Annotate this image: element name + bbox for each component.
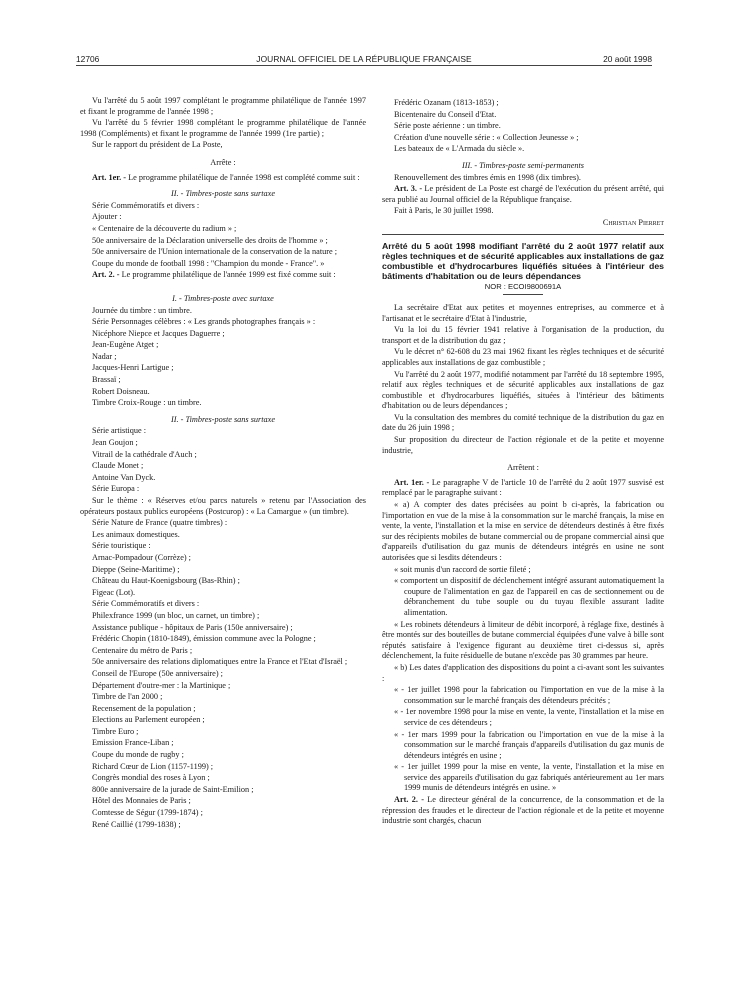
section-heading: III. - Timbres-poste semi-permanents	[461, 160, 585, 170]
list-item: « Centenaire de la découverte du radium » ;	[92, 223, 237, 233]
list-item: Philexfrance 1999 (un bloc, un carnet, un timbre) ;	[92, 610, 260, 620]
list-item: Les bateaux de « L'Armada du siècle ».	[394, 144, 525, 154]
arrete-title: Arrêté du 5 août 1998 modifiant l'arrêté du 2 août 1977 relatif aux règles techniques et de sécurité applicables aux installations de gaz combustible et d'hydrocarbures liquéfiés situées à l'intérieur des bâtiments d'habitation ou de leurs dépendances	[382, 240, 664, 282]
list-item: Timbre de l'an 2000 ;	[92, 692, 163, 702]
list-item: Nicéphore Niepce et Jacques Daguerre ;	[92, 328, 225, 338]
list-item: Jean Goujon ;	[92, 438, 138, 448]
list-item: Série Commémoratifs et divers :	[92, 599, 200, 609]
article-1	[80, 173, 366, 184]
list-item: Figeac (Lot).	[92, 587, 136, 597]
page-header	[76, 52, 652, 66]
list-item: Frédéric Chopin (1810-1849), émission commune avec la Pologne ;	[92, 634, 316, 644]
list-item: Jean-Eugène Atget ;	[92, 340, 159, 350]
bullet-item: « - 1er juillet 1999 pour la mise en vente, la vente, l'installation et la mise en service des appareils d'utilisation du gaz fabriqués antérieurement au 1er mars 1999 munis de détendeurs intégrés en usine. »	[394, 762, 664, 793]
list-item: Emission France-Liban ;	[92, 738, 174, 748]
article-3	[382, 184, 664, 205]
article-text: Le programme philatélique de l'année 1999 est fixé comme suit :	[119, 270, 336, 280]
list-item: Robert Doisneau.	[92, 386, 150, 396]
list-item: Série artistique :	[92, 426, 147, 436]
list-item: Journée du timbre : un timbre.	[92, 305, 192, 315]
list-item: Brassaï ;	[92, 375, 121, 385]
list-item: 50e anniversaire de l'Union internationale de la conservation de la nature ;	[92, 247, 337, 257]
section-heading: II. - Timbres-poste sans surtaxe	[171, 414, 275, 424]
arretent-heading: Arrêtent :	[507, 463, 539, 473]
paragraph-b: « b) Les dates d'application des dispositions du point a ci-avant sont les suivantes :	[382, 662, 664, 683]
bullet-item: « comportent un dispositif de déclenchement intégré assurant automatiquement la coupure de l'alimentation en gaz de l'appareil en cas de sectionnement ou de débranchement du tube souple ou du tuyau flexible assurant ladite alimentation.	[394, 576, 664, 617]
list-item: Coupe du monde de football 1998 : "Champion du monde - France". »	[92, 258, 325, 268]
article-2	[80, 270, 366, 281]
paragraph-a: « a) A compter des dates précisées au point b ci-après, la fabrication ou l'importation en vue de la mise à la consommation sur le marché français, la mise en vente, la vente, l'installation et la mise en service de détendeurs destinés à être fixés sur des récipients mobiles de butane commercial ou de propane commercial ainsi que d'appareils d'utilisation du gaz munis de détendeurs intégrés en usine ne sont autorisées que si lesdits détendeurs :	[382, 500, 664, 562]
list-item: Arnac-Pompadour (Corrèze) ;	[92, 552, 191, 562]
list-item: Hôtel des Monnaies de Paris ;	[92, 796, 191, 806]
left-column	[80, 96, 366, 831]
preamble-paragraph: Vu l'arrêté du 2 août 1977, modifié notamment par l'arrêté du 18 septembre 1995, relatif aux règles techniques et de sécurité applicables aux installations de gaz combustible et d'hydrocarbures liquéfiés, situées à l'intérieur des bâtiments d'habitation ou de leurs dépendances ;	[382, 369, 664, 411]
section-heading: II. - Timbres-poste sans surtaxe	[171, 189, 275, 199]
preamble-paragraph: Vu la consultation des membres du comité technique de la distribution du gaz en date du 26 juin 1998 ;	[382, 412, 664, 433]
list-item: Timbre Croix-Rouge : un timbre.	[92, 398, 202, 408]
list-item: 50e anniversaire de la Déclaration universelle des droits de l'homme » ;	[92, 235, 328, 245]
bullet-item: « - 1er juillet 1998 pour la fabrication ou l'importation en vue de la mise à la consommation sur le marché français des détendeurs précités ;	[394, 685, 664, 705]
article-label: Art. 1er. -	[92, 172, 127, 182]
short-divider	[503, 294, 543, 295]
preamble-paragraph: Sur proposition du directeur de l'action régionale et de la petite et moyenne industrie,	[382, 435, 664, 455]
section-heading: I. - Timbres-poste avec surtaxe	[172, 293, 274, 303]
list-item: Les animaux domestiques.	[92, 529, 180, 539]
list-item: Congrès mondial des roses à Lyon ;	[92, 773, 210, 783]
list-item: 800e anniversaire de la jurade de Saint-Emilion ;	[92, 784, 254, 794]
article-label: Art. 2. -	[92, 270, 120, 280]
nor-reference: NOR : ECOI9800691A	[484, 282, 562, 292]
preamble-paragraph: La secrétaire d'Etat aux petites et moyennes entreprises, au commerce et à l'artisanat et le secrétaire d'Etat à l'industrie,	[382, 302, 664, 323]
list-item: Jacques-Henri Lartigue ;	[92, 363, 174, 373]
list-item: Timbre Euro ;	[92, 726, 139, 736]
section-divider	[382, 234, 664, 235]
issue-date: 20 août 1998	[603, 54, 652, 64]
list-item: Frédéric Ozanam (1813-1853) ;	[394, 98, 499, 107]
bullet-item: « - 1er mars 1999 pour la fabrication ou l'importation en vue de la mise à la consommation sur le marché français d'appareils d'utilisation du gaz munis de détendeurs intégrés en usine ;	[394, 729, 664, 760]
page-number: 12706	[76, 54, 100, 64]
preamble-paragraph: Vu le décret n° 62-608 du 23 mai 1962 fixant les règles techniques et de sécurité applicables aux installations de gaz combustible ;	[382, 347, 664, 367]
bullet-item: « soit munis d'un raccord de sortie fileté ;	[394, 564, 531, 574]
list-item: Claude Monet ;	[92, 461, 144, 471]
list-item: Vitrail de la cathédrale d'Auch ;	[92, 449, 197, 459]
list-item: Sur le thème : « Réserves et/ou parcs naturels » retenu par l'Association des opérateurs postaux publics européens (Postcurop) : « La Camargue » (un timbre).	[80, 496, 366, 516]
visa: Vu l'arrêté du 5 août 1997 complétant le programme philatélique de l'année 1997 et fixant le programme de l'année 1998 ;	[80, 96, 366, 116]
article-1	[382, 478, 664, 499]
list-item: Assistance publique - hôpitaux de Paris (150e anniversaire) ;	[92, 622, 293, 632]
list-item: Création d'une nouvelle série : « Collection Jeunesse » ;	[394, 132, 579, 142]
list-item: Dieppe (Seine-Maritime) ;	[92, 564, 180, 574]
list-item: Conseil de l'Europe (50e anniversaire) ;	[92, 668, 223, 678]
fait-a-paris: Fait à Paris, le 30 juillet 1998.	[394, 206, 494, 216]
list-item: Richard Cœur de Lion (1157-1199) ;	[92, 761, 214, 771]
list-item: Antoine Van Dyck.	[92, 472, 156, 482]
right-column	[382, 98, 664, 828]
list-item: Série Europa :	[92, 484, 140, 494]
list-item: Château du Haut-Koenigsbourg (Bas-Rhin) ;	[92, 576, 240, 586]
list-item: Série touristique :	[92, 541, 151, 551]
list-item: Ajouter :	[92, 212, 122, 222]
list-item: 50e anniversaire des relations diplomatiques entre la France et l'Etat d'Israël ;	[92, 657, 348, 667]
list-item: Centenaire du métro de Paris ;	[92, 645, 193, 655]
signature: Christian Pierret	[602, 217, 664, 227]
list-item: René Caillié (1799-1838) ;	[92, 819, 181, 829]
paragraph-robinets: « Les robinets détendeurs à limiteur de débit incorporé, à réglage fixe, destinés à être montés sur des bouteilles de butane commercial équipées d'une valve à bille sont réputés satisfaire à l'exigence figurant au deuxième tiret ci-dessus si, après déclenchement, la fuite résiduelle de butane n'excède pas 30 grammes par heure.	[382, 619, 664, 661]
article-text: Le directeur général de la concurrence, de la consommation et de la répression des fraudes et le directeur de l'action régionale et de la petite et moyenne industrie sont chargés, chacun	[382, 795, 664, 826]
arrete-heading: Arrête :	[210, 157, 236, 167]
list-item: Coupe du monde de rugby ;	[92, 750, 184, 760]
article-text: Le président de La Poste est chargé de l'exécution du présent arrêté, qui sera publié au Journal officiel de la République française.	[382, 184, 664, 204]
list-item: Série Personnages célèbres : « Les grands photographes français » :	[92, 317, 316, 327]
article-label: Art. 2. -	[394, 795, 424, 805]
article-text: Le programme philatélique de l'année 1998 est complété comme suit :	[126, 172, 360, 182]
journal-title: JOURNAL OFFICIEL DE LA RÉPUBLIQUE FRANÇAISE	[256, 54, 472, 64]
visa: Vu l'arrêté du 5 février 1998 complétant le programme philatélique de l'année 1998 (Compléments) et fixant le programme de l'année 1999 (1re partie) ;	[80, 118, 366, 138]
list-item: Série Commémoratifs et divers :	[92, 200, 200, 210]
list-item: Série poste aérienne : un timbre.	[394, 121, 501, 131]
list-item: Comtesse de Ségur (1799-1874) ;	[92, 808, 203, 818]
preamble-paragraph: Vu la loi du 15 février 1941 relative à l'organisation de la production, du transport et de la distribution du gaz ;	[382, 325, 664, 345]
list-item: Bicentenaire du Conseil d'Etat.	[394, 109, 497, 119]
visa: Sur le rapport du président de La Poste,	[92, 140, 223, 150]
article-label: Art. 3. -	[394, 184, 423, 194]
list-item: Elections au Parlement européen ;	[92, 715, 205, 725]
article-text: Le paragraphe V de l'article 10 de l'arrêté du 2 août 1977 susvisé est remplacé par le paragraphe suivant :	[382, 477, 665, 498]
bullet-item: « - 1er novembre 1998 pour la mise en vente, la vente, l'installation et la mise en service de ces détendeurs ;	[394, 707, 664, 727]
list-item: Renouvellement des timbres émis en 1998 (dix timbres).	[394, 172, 581, 182]
article-label: Art. 1er. -	[394, 477, 430, 487]
list-item: Département d'outre-mer : la Martinique ;	[92, 680, 231, 690]
list-item: Recensement de la population ;	[92, 703, 196, 713]
list-item: Nadar ;	[92, 351, 117, 361]
list-item: Série Nature de France (quatre timbres) :	[92, 518, 228, 528]
article-2	[382, 795, 664, 827]
